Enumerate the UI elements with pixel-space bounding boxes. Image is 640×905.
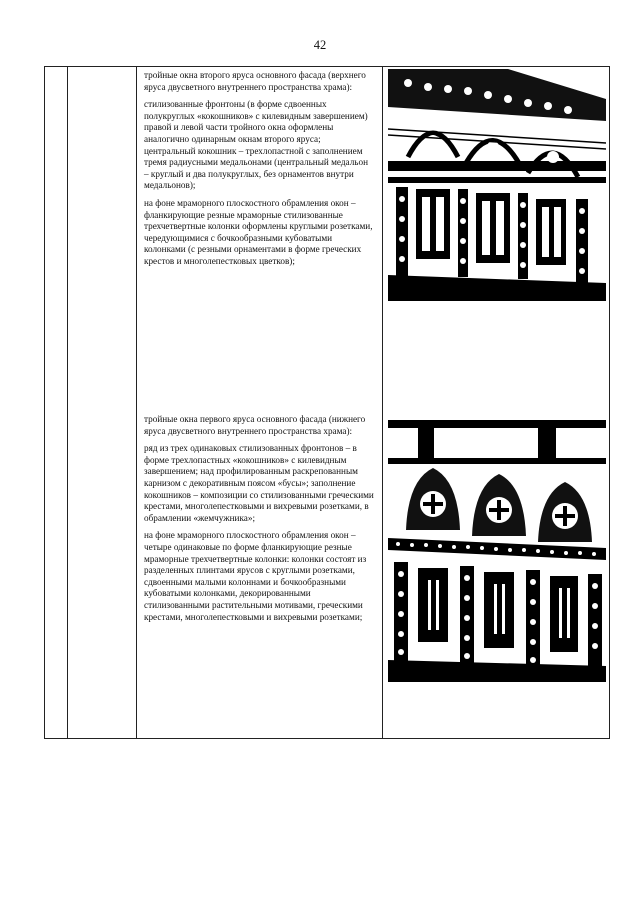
row-2-paragraph-pediments: ряд из трех одинаковых стилизованных фронтонов – в форме трехлопастных «кокошников» с килевидным завершением; над профилированным раскрепованным карнизом с декоративным поясом «бусы»; заполнение кокошников – композиции со стилизованными греческими крестами, многолепестковыми и вихревыми розетками, в обрамлении «жемчужника»;	[144, 443, 374, 523]
row-1-description	[144, 70, 374, 274]
row-1-paragraph-columns: на фоне мраморного плоскостного обрамления окон – фланкирующие резные мраморные стилизованные трехчетвертные колонки оформлены круглыми розетками, чередующимися с бочкообразными кубоватыми колонками (с резными орнаментами в форме греческих крестов и многолепестковых цветков);	[144, 197, 373, 266]
description-table	[44, 66, 610, 739]
row-1-heading: тройные окна второго яруса основного фасада (верхнего яруса двусветного внутреннего пространства храма):	[144, 70, 366, 92]
column-divider	[67, 67, 68, 738]
column-divider	[382, 67, 383, 738]
facade-lower-windows-photo	[388, 420, 606, 682]
row-1-paragraph-pediments: стилизованные фронтоны (в форме сдвоенных полукруглых «кокошников» с килевидным завершением) правой и левой части тройного окна оформлены аналогично одинарным окнам второго яруса; центральный кокошник – трехлопастной с заполнением тремя радиусными медальонами (центральный медальон – круглый и два полукруглых, без орнаментов внутри медальонов);	[144, 99, 368, 191]
column-divider	[136, 67, 137, 738]
facade-upper-windows-photo	[388, 69, 606, 301]
page-number: 42	[313, 38, 327, 52]
row-2-heading: тройные окна первого яруса основного фасада (нижнего яруса двусветного внутреннего пространства храма):	[144, 414, 366, 436]
row-2-paragraph-columns: на фоне мраморного плоскостного обрамления окон – четыре одинаковые по форме фланкирующие резные мраморные трехчетвертные колонки: колонки состоят из разделенных плинтами ярусов с круглыми розетками, сдвоенными малыми колоннами и бочкообразными кубоватыми колонками, декорированными стилизованными растительными мотивами, греческими крестами, многолепестковыми и вихревыми розетками;	[144, 530, 367, 622]
row-2-description	[144, 414, 374, 629]
